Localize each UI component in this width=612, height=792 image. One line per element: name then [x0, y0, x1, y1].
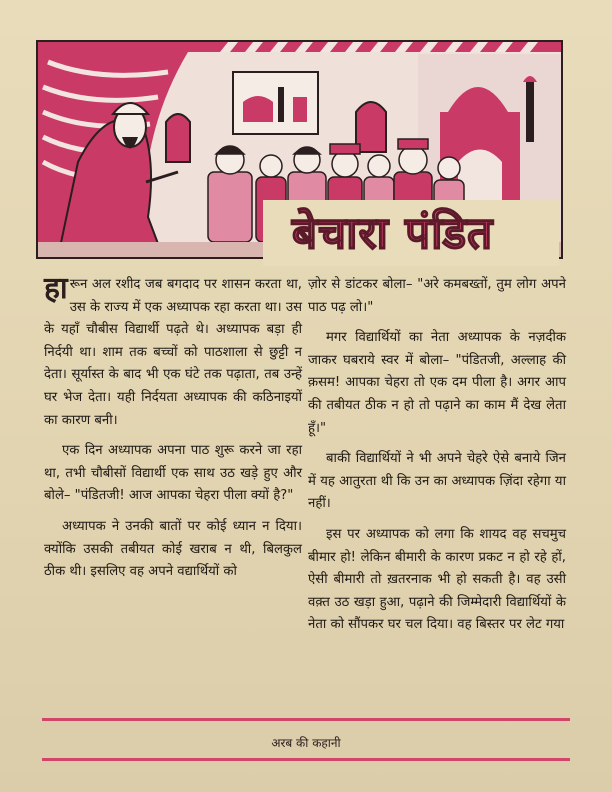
paragraph: इस पर अध्यापक को लगा कि शायद वह सचमुच बीमार हो! लेकिन बीमारी के कारण प्रकट न हो रहे हों, ऐसी बीमारी तो ख़तरनाक भी हो सकती है। वह उसी वक़्त उठ खड़ा हुआ, पढ़ाने की जिम्मेदारी विद्यार्थियों के नेता को सौंपकर घर चल दिया। वह बिस्तर पर लेट गया	[308, 526, 566, 633]
paragraph-text: रून अल रशीद जब बगदाद पर शासन करता था, उस के राज्य में एक अध्यापक रहा करता था। उस के यहाँ चौबीस विद्यार्थी पढ़ते थे। अध्यापक बड़ा ही निर्दयी था। शाम तक बच्चों को पाठशाला से छुट्टी न देता। सूर्यास्त के बाद भी एक घंटे तक पढ़ाता, तब उन्हें घर भेज देता। यही निर्दयता अध्यापक की कठिनाइयों का कारण बनी।	[44, 277, 302, 428]
left-column	[44, 271, 302, 592]
drop-cap: हा	[44, 271, 68, 306]
footer-rule-bottom	[42, 758, 570, 761]
story-title: बेचारा पंडित	[292, 208, 494, 259]
paragraph: एक दिन अध्यापक अपना पाठ शुरू करने जा रहा था, तभी चौबीसों विद्यार्थी एक साथ उठ खड़े हुए और बोले– "पंडितजी! आज आपका चेहरा पीला क्यों है?"	[44, 443, 302, 504]
paragraph: बाकी विद्यार्थियों ने भी अपने चेहरे ऐसे बनाये जिन में यह आतुरता थी कि उन का अध्यापक ज़िंदा रहेगा या नहीं।	[308, 451, 566, 512]
paragraph	[44, 271, 302, 432]
paragraph: मगर विद्यार्थियों का नेता अध्यापक के नज़दीक जाकर घबराये स्वर में बोला– "पंडितजी, अल्लाह की क़सम! आपका चेहरा तो एक दम पीला है। अगर आप की तबीयत ठीक न हो तो पढ़ाने का काम मैं देख लेता हूँ।"	[308, 330, 566, 436]
paragraph: ज़ोर से डांटकर बोला– "अरे कमबख्तों, तुम लोग अपने पाठ पढ़ लो।"	[308, 277, 566, 315]
footer-label: अरब की कहानी	[271, 736, 341, 750]
paragraph: अध्यापक ने उनकी बातों पर कोई ध्यान न दिया। क्योंकि उसकी तबीयत कोई खराब न थी, बिलकुल ठीक थी। इसलिए वह अपने वद्यार्थियों को	[44, 518, 302, 580]
right-column	[308, 274, 566, 645]
footer-rule-top	[42, 718, 570, 721]
